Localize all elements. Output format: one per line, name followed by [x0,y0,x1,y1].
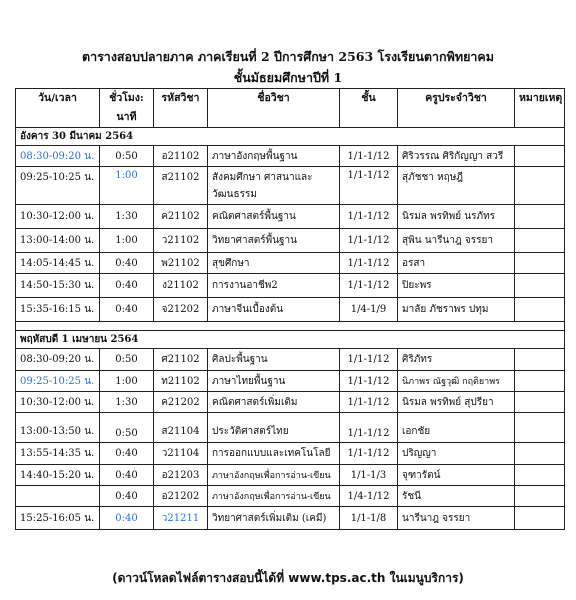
note-cell [515,486,565,507]
header-date: วัน/เวลา [16,89,100,128]
teacher-cell: รัชนี [398,486,515,507]
class-cell: 1/1-1/12 [340,413,398,443]
subject-cell: ภาษาอังกฤษเพื่อการอ่าน-เขียน [208,465,340,486]
duration-cell: 0:50 [100,349,154,371]
class-cell: 1/1-1/8 [340,507,398,530]
code-cell: อ21102 [154,146,208,167]
page-subtitle: ชั้นมัธยมศึกษาปีที่ 1 [233,70,343,85]
teacher-cell: จุฑารัตน์ [398,465,515,486]
class-cell: 1/1-1/12 [340,349,398,371]
table-row [16,146,565,167]
note-cell [515,253,565,274]
time-cell: 08:30-09:20 น. [16,349,100,371]
duration-cell: 0:40 [100,507,154,530]
duration-cell: 0:40 [100,465,154,486]
table-row [16,507,565,530]
duration-cell: 1:00 [100,371,154,392]
time-cell [16,486,100,507]
time-cell: 09:25-10:25 น. [16,371,100,392]
table-row [16,349,565,371]
note-cell [515,371,565,392]
class-cell: 1/1-1/12 [340,167,398,205]
table-row [16,392,565,413]
subject-cell: คณิตศาสตร์เพิ่มเติม [208,392,340,413]
class-cell: 1/1-1/12 [340,205,398,229]
day-header [16,128,565,146]
table-row [16,229,565,253]
code-cell: ว21104 [154,443,208,465]
class-cell: 1/1-1/12 [340,253,398,274]
duration-cell: 1:30 [100,392,154,413]
subject-cell: สุขศึกษา [208,253,340,274]
code-cell: อ21202 [154,486,208,507]
code-cell: ศ21102 [154,349,208,371]
code-cell: ว21102 [154,229,208,253]
duration-cell: 0:40 [100,298,154,322]
table-row [16,274,565,298]
code-cell: ง21102 [154,274,208,298]
day-label: พฤหัสบดี 1 เมษายน 2564 [16,331,565,349]
subject-cell: ภาษาจีนเบื้องต้น [208,298,340,322]
class-cell: 1/4-1/9 [340,298,398,322]
subject-cell: ภาษาอังกฤษพื้นฐาน [208,146,340,167]
exam-schedule-table [15,88,565,530]
subject-cell: สังคมศึกษา ศาสนาและวัฒนธรรม [208,167,340,205]
teacher-cell: อรสา [398,253,515,274]
code-cell: ค21202 [154,392,208,413]
time-cell: 08:30-09:20 น. [16,146,100,167]
code-cell: ค21102 [154,205,208,229]
note-cell [515,507,565,530]
subject-cell: วิทยาศาสตร์พื้นฐาน [208,229,340,253]
teacher-cell: นิรมล พรทิพย์ นรภัทร [398,205,515,229]
note-cell [515,205,565,229]
teacher-cell: นิภาพร ณัฐวุฒิ กฤติยาพร [398,371,515,392]
time-cell: 15:25-16:05 น. [16,507,100,530]
table-row [16,443,565,465]
time-cell: 13:55-14:35 น. [16,443,100,465]
teacher-cell: ศิริวรรณ ศิริกัญญา สวรี [398,146,515,167]
teacher-cell: นิรมล พรทิพย์ สุปรียา [398,392,515,413]
time-cell: 14:40-15:20 น. [16,465,100,486]
duration-cell: 1:00 [100,229,154,253]
table-row [16,465,565,486]
header-class: ชั้น [340,89,398,128]
table-row [16,413,565,443]
table-row [16,253,565,274]
code-cell: อ21203 [154,465,208,486]
time-cell: 10:30-12:00 น. [16,205,100,229]
header-note: หมายเหตุ [515,89,565,128]
page-title: ตารางสอบปลายภาค ภาคเรียนที่ 2 ปีการศึกษา 2563 โรงเรียนตากพิทยาคม [81,49,495,64]
subject-cell: ประวัติศาสตร์ไทย [208,413,340,443]
time-cell: 15:35-16:15 น. [16,298,100,322]
note-cell [515,146,565,167]
table-row [16,486,565,507]
code-cell: ส21102 [154,167,208,205]
teacher-cell: สุภัชชา หฤษฎี [398,167,515,205]
duration-cell: 0:40 [100,486,154,507]
note-cell [515,413,565,443]
class-cell: 1/1-1/12 [340,371,398,392]
teacher-cell: มาลัย ภัชราพร ปทุม [398,298,515,322]
note-cell [515,229,565,253]
teacher-cell: ศิริภัทร [398,349,515,371]
table-row [16,167,565,205]
subject-cell: การออกแบบและเทคโนโลยี [208,443,340,465]
teacher-cell: สุพิน นารีนาฎ จรรยา [398,229,515,253]
time-cell: 14:50-15:30 น. [16,274,100,298]
subject-cell: คณิตศาสตร์พื้นฐาน [208,205,340,229]
table-row [16,371,565,392]
spacer-cell [16,322,565,331]
note-cell [515,443,565,465]
time-cell: 09:25-10:25 น. [16,167,100,205]
class-cell: 1/1-1/12 [340,392,398,413]
class-cell: 1/1-1/12 [340,146,398,167]
subject-cell: วิทยาศาสตร์เพิ่มเติม (เคมี) [208,507,340,530]
spacer-row [16,322,565,331]
time-cell: 10:30-12:00 น. [16,392,100,413]
note-cell [515,392,565,413]
day-header [16,331,565,349]
duration-cell: 0:40 [100,253,154,274]
class-cell: 1/1-1/12 [340,443,398,465]
code-cell: ส21104 [154,413,208,443]
note-cell [515,349,565,371]
duration-cell: 0:50 [100,413,154,443]
subject-cell: ภาษาอังกฤษเพื่อการอ่าน-เขียน [208,486,340,507]
code-cell: ท21102 [154,371,208,392]
note-cell [515,465,565,486]
table-row [16,298,565,322]
subject-cell: ภาษาไทยพื้นฐาน [208,371,340,392]
teacher-cell: ปิยะพร [398,274,515,298]
note-cell [515,167,565,205]
header-subject: ชื่อวิชา [208,89,340,128]
duration-cell: 1:00 [100,167,154,205]
duration-cell: 0:40 [100,274,154,298]
duration-cell: 0:50 [100,146,154,167]
duration-cell: 1:30 [100,205,154,229]
note-cell [515,298,565,322]
code-cell: พ21102 [154,253,208,274]
header-row [16,89,565,128]
duration-cell: 0:40 [100,443,154,465]
download-note: (ดาวน์โหลดไฟล์ตารางสอบนี้ได้ที่ www.tps.ac.th ในเมนูบริการ) [112,571,464,585]
class-cell: 1/4-1/12 [340,486,398,507]
note-cell [515,274,565,298]
day-label: อังคาร 30 มีนาคม 2564 [16,128,565,146]
time-cell: 13:00-13:50 น. [16,413,100,443]
header-hours: ชั่วโมง: นาที [100,89,154,128]
time-cell: 13:00-14:00 น. [16,229,100,253]
code-cell: ว21211 [154,507,208,530]
code-cell: จ21202 [154,298,208,322]
teacher-cell: เอกชัย [398,413,515,443]
subject-cell: การงานอาชีพ2 [208,274,340,298]
table-row [16,205,565,229]
header-code: รหัสวิชา [154,89,208,128]
class-cell: 1/1-1/3 [340,465,398,486]
class-cell: 1/1-1/12 [340,229,398,253]
class-cell: 1/1-1/12 [340,274,398,298]
teacher-cell: นารีนาฎ จรรยา [398,507,515,530]
time-cell: 14:05-14:45 น. [16,253,100,274]
header-teacher: ครูประจำวิชา [398,89,515,128]
teacher-cell: ปริญญา [398,443,515,465]
subject-cell: ศิลปะพื้นฐาน [208,349,340,371]
